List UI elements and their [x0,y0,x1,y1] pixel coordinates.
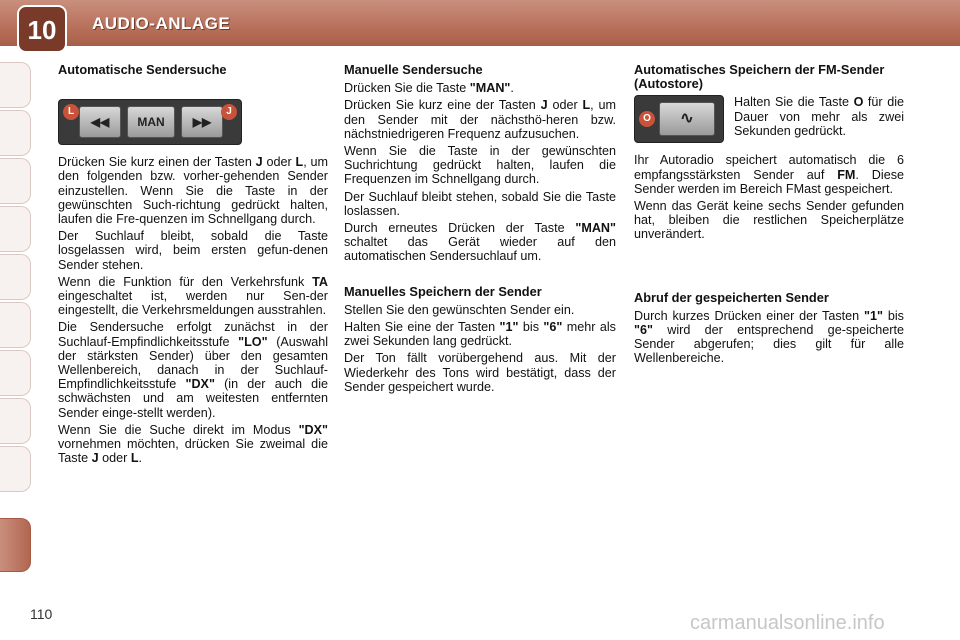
section-heading: Abruf der gespeicherten Sender [634,289,829,305]
paragraph: Drücken Sie kurz einen der Tasten J oder L, um den folgenden bzw. vorher-gehenden Sender einzustellen. Wenn Sie die Taste in der gewünschten Such-richtung gedrückt halten, laufen die Fre-quenzen im Schnellgang durch. [58,155,328,227]
section-body [58,155,328,465]
section-body [344,81,616,263]
paragraph: Drücken Sie die Taste "MAN". [344,81,514,96]
paragraph: Durch kurzes Drücken einer der Tasten "1" bis "6" wird der entsprechend ge-speicherte Sender abgerufen; dies gilt für alle Wellenbereiche. [634,308,904,366]
radio-control-panel-image [58,99,242,145]
chapter-tab-active[interactable] [0,518,31,572]
badge-l-icon: L [63,104,79,120]
paragraph: Wenn Sie die Suche direkt im Modus "DX" vornehmen möchten, drücken Sie zweimal die Taste J oder L. [58,422,328,466]
badge-j-icon: J [221,104,237,120]
paragraph: Drücken Sie kurz eine der Tasten J oder L, um den Sender mit der nächsthö-heren bzw. nächstniedrigeren Frequenz aufzusuchen. [344,98,616,141]
section-body [344,303,616,394]
chapter-tab[interactable] [0,158,31,204]
section-body [634,153,904,241]
chapter-tab[interactable] [0,206,31,252]
page-number: 110 [30,606,53,622]
chapter-tab[interactable] [0,398,31,444]
section-heading: Manuelle Sendersuche [344,62,483,77]
autostore-button: ∿ [659,102,715,136]
forward-button: ▶▶ [181,106,223,138]
chapter-tab[interactable] [0,110,31,156]
man-button: MAN [127,106,175,138]
section-heading: Automatisches Speichern der FM-Sender (Autostore) [634,62,885,92]
chapter-title: AUDIO-ANLAGE [92,14,231,33]
paragraph: Wenn die Funktion für den Verkehrsfunk TA eingeschaltet ist, werden nur Sen-der eingestellt, die Verkehrsmeldungen ausstrahlen. [58,274,328,318]
paragraph: Ihr Autoradio speichert automatisch die 6 empfangsstärksten Sender auf FM. Diese Sender werden im Bereich FMast gespeichert. [634,153,905,196]
chapter-badge [16,4,68,54]
section-heading: Automatische Sendersuche [58,62,227,77]
rewind-button: ◀◀ [79,106,121,138]
side-chapter-tabs [0,62,34,602]
column-manual-search [344,63,616,397]
chapter-tab[interactable] [0,350,31,396]
autostore-button-image [634,95,724,143]
chapter-tab[interactable] [0,62,31,108]
paragraph: Der Suchlauf bleibt stehen, sobald Sie die Taste loslassen. [344,189,616,218]
paragraph: Der Ton fällt vorübergehend aus. Mit der Wiederkehr des Tons wird bestätigt, dass der Sender gespeichert wurde. [344,351,616,394]
column-autostore [634,63,904,369]
badge-o-icon: O [639,111,655,127]
section-heading: Manuelles Speichern der Sender [344,283,542,299]
paragraph: Halten Sie eine der Tasten "1" bis "6" mehr als zwei Sekunden lang gedrückt. [344,320,616,349]
column-automatic-search [58,63,328,468]
chapter-tab[interactable] [0,302,31,348]
paragraph: Wenn Sie die Taste in der gewünschten Suchrichtung gedrückt halten, laufen die Frequenzen im Schnellgang durch. [344,144,616,187]
section-body [634,309,904,366]
paragraph: Wenn das Gerät keine sechs Sender gefunden hat, bleiben die restlichen Speicherplätze unverändert. [634,199,904,242]
chapter-number: 10 [27,15,57,45]
watermark: carmanualsonline.info [690,612,885,634]
chapter-tab[interactable] [0,446,31,492]
paragraph: Der Suchlauf bleibt, sobald die Taste losgelassen wird, beim ersten gefun-denen Sender stehen. [58,229,328,272]
paragraph: Die Sendersuche erfolgt zunächst in der Suchlauf-Empfindlichkeitsstufe "LO" (Auswahl der stärksten Sender) über den gesamten Wellenbereich, danach in der Suchlauf-Empfindlichkeitsstufe "DX" (in der auch die schwächsten und am weitesten entfernten Sender einge-stellt werden). [58,320,329,420]
chapter-tab[interactable] [0,254,31,300]
autostore-instruction: Halten Sie die Taste O für die Dauer von mehr als zwei Sekunden gedrückt. [734,95,904,138]
paragraph: Stellen Sie den gewünschten Sender ein. [344,302,575,317]
paragraph: Durch erneutes Drücken der Taste "MAN" schaltet das Gerät wieder auf den automatischen Sendersuchlauf um. [344,221,616,264]
